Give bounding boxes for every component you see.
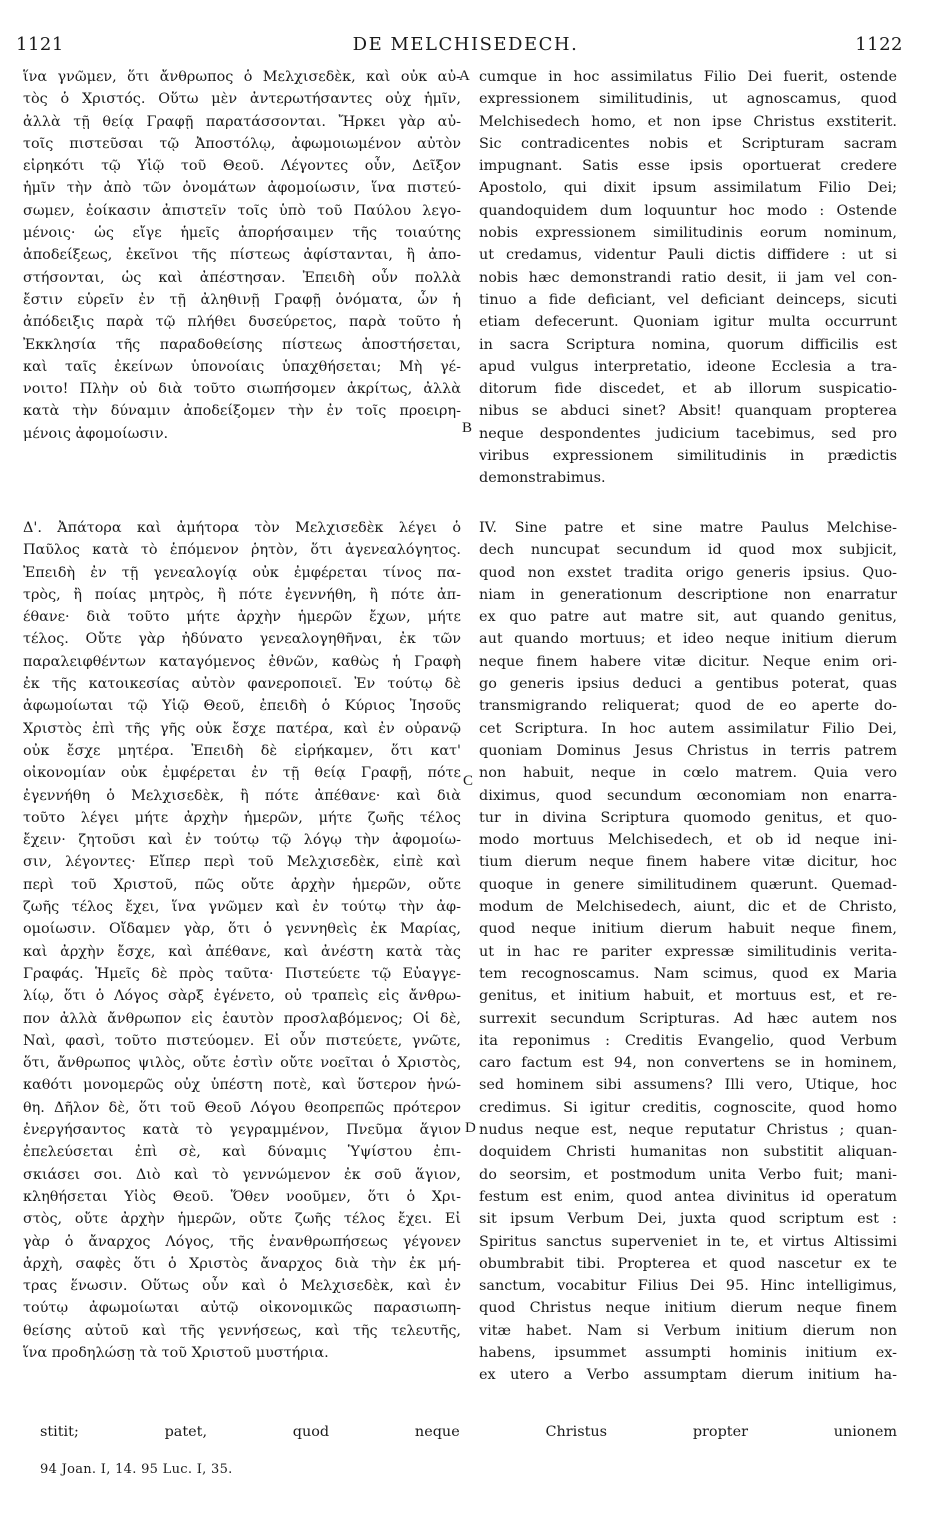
text-line: nobis expressionem similitudinis eorum nominum, xyxy=(479,225,897,242)
latin-column-section-4 xyxy=(479,517,897,1387)
text-line: περὶ τοῦ Χριστοῦ, πῶς οὔτε ἀρχὴν ἡμερῶν, οὔτε xyxy=(23,876,461,893)
text-line: non habuit, neque in cœlo matrem. Quia vero xyxy=(479,765,897,782)
latin-column-section-3 xyxy=(479,66,897,490)
text-line: Ἐπειδὴ ἐν τῇ γενεαλογίᾳ οὐκ ἐμφέρεται τίνος πα- xyxy=(23,564,461,581)
text-line: ἐπελεύσεται ἐπὶ σὲ, καὶ δύναμις Ὑψίστου ἐπι- xyxy=(23,1144,461,1161)
text-line: IV. Sine patre et sine matre Paulus Melchise- xyxy=(479,520,897,536)
text-line: ἐγεννήθη ὁ Μελχισεδὲκ, ἢ πότε ἀπέθανε· καὶ διὰ xyxy=(23,787,461,804)
text-line: κατὰ τὴν δύναμιν ἀποδείξομεν τὴν ἐν τοῖς προειρη- xyxy=(23,403,461,420)
text-line: σκιάσει σοι. Διὸ καὶ τὸ γεννώμενον ἐκ σοῦ ἅγιον, xyxy=(23,1166,461,1183)
text-line: tur in divina Scriptura quomodo genitus, et quo- xyxy=(479,809,897,826)
text-line: μένοις ἀφομοίωσιν. xyxy=(23,425,169,442)
text-line: go generis ipsius deduci a gentibus poterat, quas xyxy=(479,676,897,693)
text-line: ἵνα προδηλώσῃ τὰ τοῦ Χριστοῦ μυστήρια. xyxy=(23,1344,329,1361)
text-line: Spiritus sanctus superveniet in te, et virtus Altissimi xyxy=(479,1233,897,1250)
text-line: tem recognoscamus. Nam scimus, quod ex Maria xyxy=(479,965,897,982)
text-line: ζωῆς τέλος ἔχει, ἵνα γνῶμεν καὶ ἐν τούτῳ τὴν ἀφ- xyxy=(23,899,461,916)
text-line: ἀρχὴ, σαφὲς ὅτι ὁ Χριστὸς ἄναρχος διὰ τὴν ἐκ μή- xyxy=(23,1255,461,1272)
text-line: habens, ipsummet assumpti hominis initium ex- xyxy=(479,1344,897,1361)
continuation-line: stitit; patet, quod neque Christus propter unionem xyxy=(40,1424,897,1440)
text-line: λίῳ, ὅτι ὁ Λόγος σὰρξ ἐγένετο, οὐ τραπεὶς εἰς ἄνθρω- xyxy=(23,988,461,1005)
text-line: τούτῳ ἀφωμοίωται αὐτῷ οἰκονομικῶς παρασιωπη- xyxy=(23,1300,461,1317)
text-line: surrexit secundum Scripturas. Ad hæc autem nos xyxy=(479,1010,897,1027)
text-line: Δ'. Ἀπάτορα καὶ ἀμήτορα τὸν Μελχισεδὲκ λέγει ὁ xyxy=(23,520,461,536)
text-line: nibus se abduci sinet? Absit! quanquam propterea xyxy=(479,403,897,420)
text-line: expressionem similitudinis, ut agnoscamus, quod xyxy=(479,91,897,108)
text-line: cet Scriptura. In hoc autem assimilatur Filio Dei, xyxy=(479,720,897,737)
text-line: παραλειφθέντων καταγόμενος ἐθνῶν, καθὼς ἡ Γραφὴ xyxy=(23,653,461,670)
text-line: tinuo a fide deficiant, vel deficiant deinceps, sicuti xyxy=(479,291,897,308)
text-line: νοιτο! Πλὴν οὐ διὰ τοῦτο σιωπήσομεν ἀκρίτως, ἀλλὰ xyxy=(23,381,461,398)
text-line: Apostolo, qui dixit ipsum assimilatum Filio Dei; xyxy=(479,180,897,197)
text-line: ἐνεργήσαντος κατὰ τὸ γεγραμμένον, Πνεῦμα ἅγιον xyxy=(23,1122,461,1139)
text-line: genitus, et initium habuit, et mortuus est, et re- xyxy=(479,988,897,1005)
text-line: ομοίωσιν. Οἴδαμεν γὰρ, ὅτι ὁ γεννηθεὶς ἐκ Μαρίας, xyxy=(23,921,461,938)
text-line: quod Christus neque initium dierum neque finem xyxy=(479,1300,897,1317)
text-line: modum de Melchisedech, aiunt, dic et de Christo, xyxy=(479,899,897,916)
margin-marker-b: B xyxy=(462,420,473,436)
greek-column-section-4 xyxy=(23,517,461,1364)
text-line: τὸς ὁ Χριστός. Οὕτω μὲν ἀντερωτήσαντες οὐχ ἡμῖν, xyxy=(23,91,461,108)
footnotes: 94 Joan. I, 14. 95 Luc. I, 35. xyxy=(40,1462,233,1477)
text-line: ἵνα γνῶμεν, ὅτι ἄνθρωπος ὁ Μελχισεδὲκ, καὶ οὐκ αὐ- xyxy=(23,69,461,85)
text-line: ut credamus, videntur Pauli dictis diffidere : ut si xyxy=(479,247,897,264)
text-line: κληθήσεται Υἱὸς Θεοῦ. Ὅθεν νοοῦμεν, ὅτι ὁ Χρι- xyxy=(23,1188,461,1205)
text-line: γὰρ ὁ ἄναρχος Λόγος, τῆς ἐνανθρωπήσεως γέγονεν xyxy=(23,1233,461,1250)
text-line: τέλος. Οὔτε γὰρ ἠδύνατο γενεαλογηθῆναι, ἐκ τῶν xyxy=(23,631,461,648)
text-line: οἰκονομίαν οὐκ ἐμφέρεται ἐν τῇ θείᾳ Γραφῇ, πότε xyxy=(23,765,461,782)
text-line: etiam defecerunt. Quoniam igitur multa occurrunt xyxy=(479,314,897,331)
text-line: θείσης αὐτοῦ καὶ τῆς γεννήσεως, καὶ τῆς τελευτῆς, xyxy=(23,1322,461,1339)
text-line: vitæ habet. Nam si Verbum initium dierum non xyxy=(479,1322,897,1339)
text-line: do seorsim, et postmodum unita Verbo fuit; mani- xyxy=(479,1166,897,1183)
text-line: τοῦτο λέγει μήτε ἀρχὴν ἡμερῶν, μήτε ζωῆς τέλος xyxy=(23,809,461,826)
text-line: demonstrabimus. xyxy=(479,470,606,487)
text-line: sit ipsum Verbum Dei, juxta quod scriptum est : xyxy=(479,1211,897,1228)
text-line: festum est enim, quod antea divinitus id operatum xyxy=(479,1188,897,1205)
text-line: ἡμῖν τὴν ἀπὸ τῶν ὀνομάτων ἀφομοίωσιν, ἵνα πιστεύ- xyxy=(23,180,461,197)
text-line: diximus, quod secundum œconomiam non enarra- xyxy=(479,787,897,804)
text-line: εἰρηκότι τῷ Υἱῷ τοῦ Θεοῦ. Λέγοντες οὖν, Δεῖξον xyxy=(23,158,461,175)
text-line: quoque in genere similitudinem quærunt. Quemad- xyxy=(479,876,897,893)
text-line: ἀλλὰ τῇ θείᾳ Γραφῇ παρατάσσονται. Ἤρκει γὰρ αὐ- xyxy=(23,113,461,130)
right-page-number: 1122 xyxy=(855,34,903,55)
text-line: ex utero a Verbo assumptam dierum initium ha- xyxy=(479,1367,897,1384)
text-line: niam in generationum descriptione non enarratur xyxy=(479,586,897,603)
text-line: Χριστὸς ἐπὶ τῆς γῆς οὐκ ἔσχε πατέρα, καὶ ἐν οὐρανῷ xyxy=(23,720,461,737)
text-line: τοῖς πιστεῦσαι τῷ Ἀποστόλῳ, ἀφωμοιωμένον αὐτὸν xyxy=(23,135,461,152)
text-line: καὶ ἀρχὴν ἔσχε, καὶ ἀπέθανε, καὶ ἀνέστη κατὰ τὰς xyxy=(23,943,461,960)
text-line: ἐκ τῆς κατοικεσίας αὐτὸν φανεροποιεῖ. Ἐν τούτῳ δὲ xyxy=(23,676,461,693)
text-line: Melchisedech homo, et non ipse Christus exstiterit. xyxy=(479,113,897,130)
text-line: Ἐκκλησία τῆς παραδοθείσης πίστεως ἀποστήσεται, xyxy=(23,336,461,353)
text-line: aut quando mortuus; et ideo neque initium dierum xyxy=(479,631,897,648)
margin-marker-c: C xyxy=(463,773,474,789)
running-title: DE MELCHISEDECH. xyxy=(352,34,579,55)
text-line: ex quo patre aut matre sit, aut quando genitus, xyxy=(479,609,897,626)
text-line: sed hominem sibi assumens? Illi vero, Utique, hoc xyxy=(479,1077,897,1094)
text-line: στήσονται, ὡς καὶ ἀπέστησαν. Ἐπειδὴ οὖν πολλὰ xyxy=(23,269,461,286)
text-line: ἀπόδειξις παρὰ τῷ πλήθει δυσεύρετος, παρὰ τοῦτο ἡ xyxy=(23,314,461,331)
text-line: οὐκ ἔσχε μητέρα. Ἐπειδὴ δὲ εἰρήκαμεν, ὅτι κατ' xyxy=(23,742,461,759)
text-line: cumque in hoc assimilatus Filio Dei fuerit, ostende xyxy=(479,69,897,85)
text-line: dech nuncupat secundum id quod mox subjicit, xyxy=(479,542,897,559)
left-page-number: 1121 xyxy=(16,34,64,55)
text-line: modo mortuus Melchisedech, et ob id neque ini- xyxy=(479,832,897,849)
text-line: ἀποδείξεως, ἐκεῖνοι τῆς πίστεως ἀφίστανται, ἢ ἀπο- xyxy=(23,247,461,264)
text-line: obumbrabit tibi. Propterea et quod nascetur ex te xyxy=(479,1255,897,1272)
text-line: quoniam Dominus Jesus Christus in terris patrem xyxy=(479,742,897,759)
text-line: σωμεν, ἐοίκασιν ἀπιστεῖν τοῖς ὑπὸ τοῦ Παύλου λεγο- xyxy=(23,202,461,219)
text-line: ἀφωμοίωται τῷ Υἱῷ Θεοῦ, ἐπειδὴ ὁ Κύριος Ἰησοῦς xyxy=(23,698,461,715)
text-line: caro factum est 94, non convertens se in hominem, xyxy=(479,1055,897,1072)
text-line: credimus. Si igitur creditis, cognoscite, quod homo xyxy=(479,1099,897,1116)
text-line: πον ἀλλὰ ἄνθρωπον εἰς ἑαυτὸν προσλαβόμενος; Οἱ δὲ, xyxy=(23,1010,461,1027)
text-line: nudus neque est, neque reputatur Christus ; quan- xyxy=(479,1122,897,1139)
text-line: apud vulgus interpretatio, ideone Ecclesia a tra- xyxy=(479,358,897,375)
margin-marker-d: D xyxy=(465,1120,476,1136)
text-line: quandoquidem dum loquuntur hoc modo : Ostende xyxy=(479,202,897,219)
text-line: transmigrando reliquerat; quod de eo aperte do- xyxy=(479,698,897,715)
greek-column-section-3 xyxy=(23,66,461,445)
text-line: ἔχειν· ζητοῦσι καὶ ἐν τούτῳ τῷ λόγῳ τὴν ἀφομοίω- xyxy=(23,832,461,849)
text-line: καὶ ταῖς ἐκείνων ὑπονοίαις ὑπαχθήσεται; Μὴ γέ- xyxy=(23,358,461,375)
text-line: τρας ἕνωσιν. Οὕτως οὖν καὶ ὁ Μελχισεδὲκ, καὶ ἐν xyxy=(23,1278,461,1295)
text-line: tium dierum neque finem habere vitæ dicitur, hoc xyxy=(479,854,897,871)
text-line: neque despondentes judicium tacebimus, sed pro xyxy=(479,425,897,442)
text-line: neque finem habere vitæ dicitur. Neque enim ori- xyxy=(479,653,897,670)
text-line: ὅτι, ἄνθρωπος ψιλὸς, οὔτε ἐστὶν οὔτε νοεῖται ὁ Χριστὸς, xyxy=(23,1055,461,1072)
text-line: quod neque initium dierum habuit neque finem, xyxy=(479,921,897,938)
text-line: Γραφάς. Ἡμεῖς δὲ πρὸς ταῦτα· Πιστεύετε τῷ Εὐαγγε- xyxy=(23,965,461,982)
text-line: in sacra Scriptura nomina, quorum difficilis est xyxy=(479,336,897,353)
text-line: ita reponimus : Creditis Evangelio, quod Verbum xyxy=(479,1032,897,1049)
text-line: μένοις· ὡς εἴγε ἡμεῖς ἀπορήσαιμεν τῆς τοιαύτης xyxy=(23,225,461,242)
text-line: sanctum, vocabitur Filius Dei 95. Hinc intelligimus, xyxy=(479,1278,897,1295)
text-line: Sic contradicentes nobis et Scripturam sacram xyxy=(479,135,897,152)
text-line: quod non exstet tradita origo generis ipsius. Quo- xyxy=(479,564,897,581)
text-line: Παῦλος κατὰ τὸ ἑπόμενον ῥητὸν, ὅτι ἀγενεαλόγητος. xyxy=(23,542,461,559)
text-line: nobis hæc demonstrandi ratio desit, ii jam vel con- xyxy=(479,269,897,286)
text-line: ἔστιν εὑρεῖν ἐν τῇ ἀληθινῇ Γραφῇ ὀνόματα, ὧν ἡ xyxy=(23,291,461,308)
text-line: στὸς, οὔτε ἀρχὴν ἡμερῶν, οὔτε ζωῆς τέλος ἔχει. Εἰ xyxy=(23,1211,461,1228)
text-line: ut in hac re pariter expressæ similitudinis verita- xyxy=(479,943,897,960)
text-line: θη. Δῆλον δὲ, ὅτι τοῦ Θεοῦ Λόγου θεοπρεπῶς πρότερον xyxy=(23,1099,461,1116)
text-line: doquidem Christi humanitas non substitit aliquan- xyxy=(479,1144,897,1161)
text-line: viribus expressionem similitudinis in prædictis xyxy=(479,448,897,465)
text-line: καθότι μονομερῶς οὐχ ὑπέστη ποτὲ, καὶ ὕστερον ἡνώ- xyxy=(23,1077,461,1094)
margin-marker-a: A xyxy=(459,68,470,84)
text-line: τρὸς, ἢ ποίας μητρὸς, ἢ πότε ἐγεννήθη, ἢ πότε ἀπ- xyxy=(23,586,461,603)
text-line: impugnant. Satis esse ipsis oportuerat credere xyxy=(479,158,897,175)
text-line: Ναὶ, φασὶ, τοῦτο πιστεύομεν. Εἰ οὖν πιστεύετε, γνῶτε, xyxy=(23,1032,461,1049)
text-line: ditorum fide discedet, et ab illorum suspicatio- xyxy=(479,381,897,398)
text-line: έθανε· διὰ τοῦτο μήτε ἀρχὴν ἡμερῶν ἔχων, μήτε xyxy=(23,609,461,626)
text-line: σιν, λέγοντες· Εἴπερ περὶ τοῦ Μελχισεδὲκ, εἰπὲ καὶ xyxy=(23,854,461,871)
